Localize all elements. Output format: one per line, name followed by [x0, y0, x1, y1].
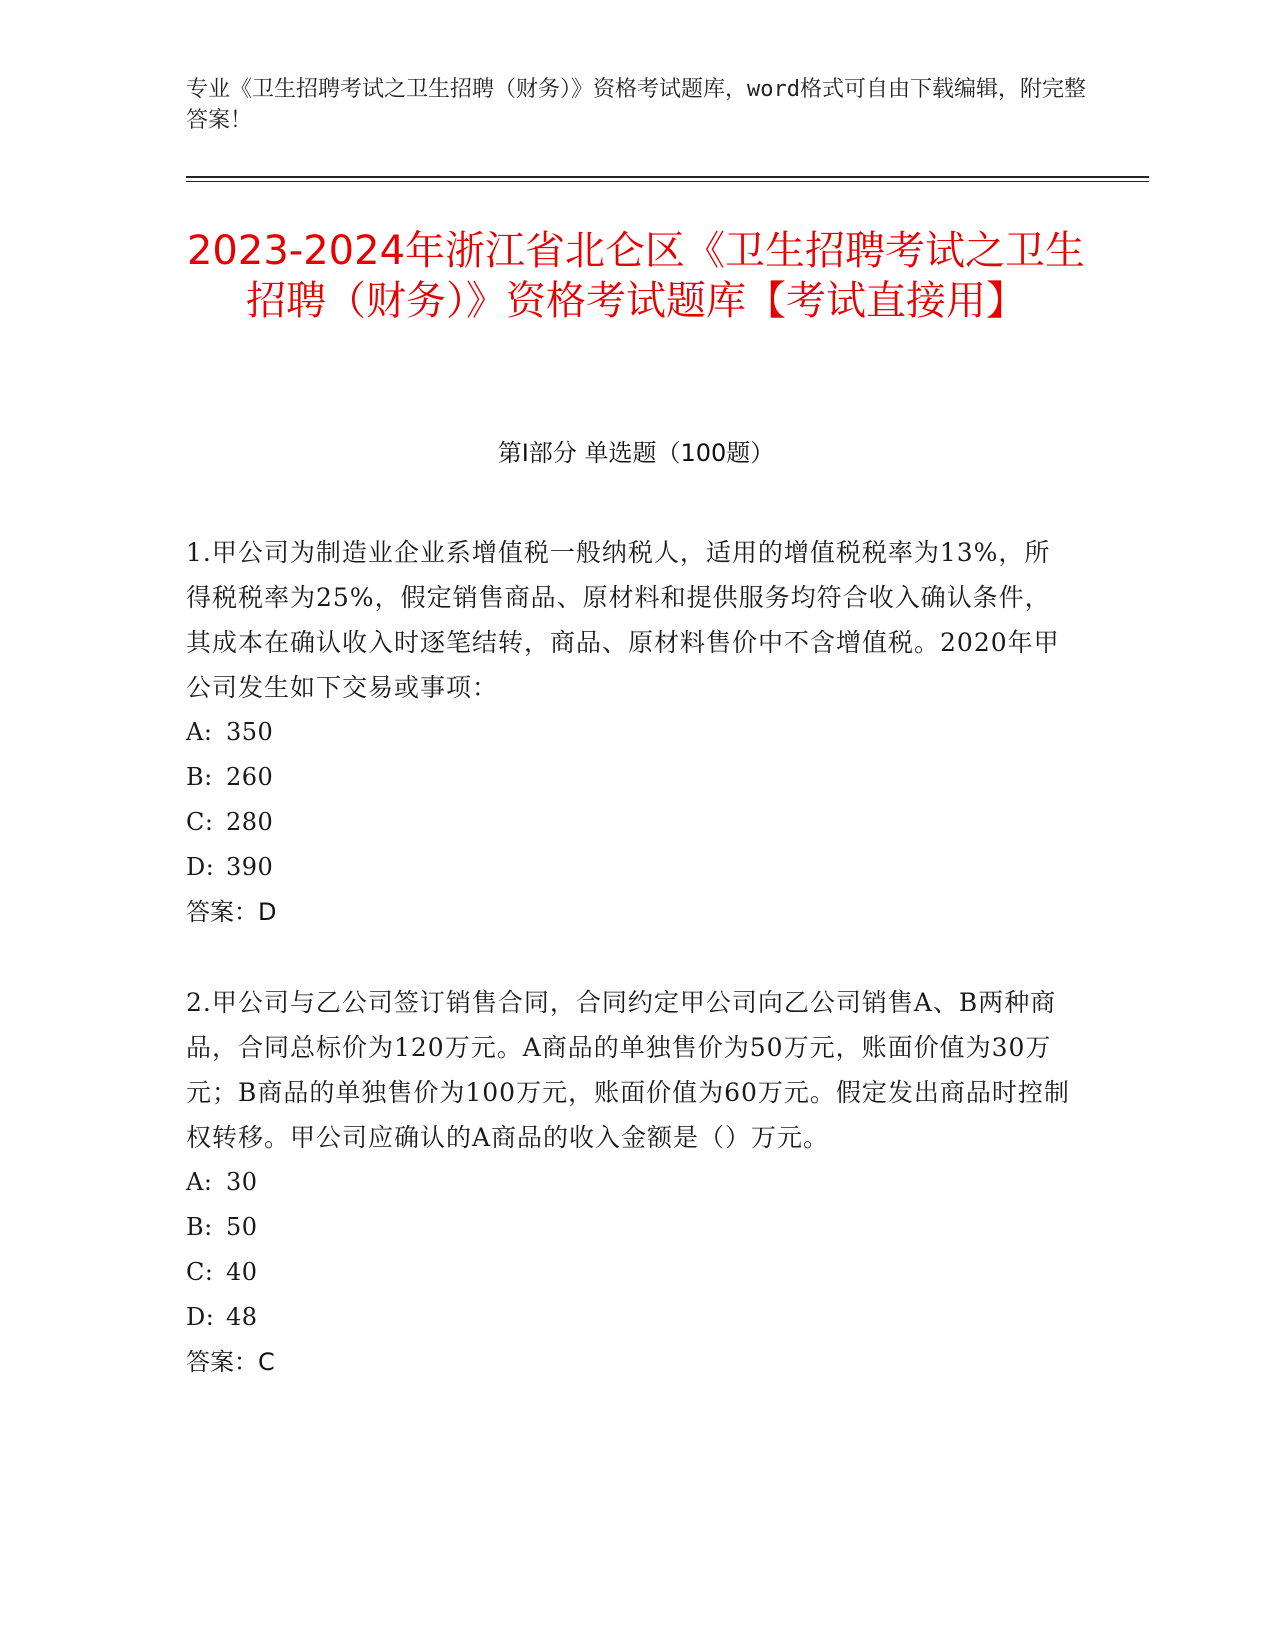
- option-text: 350: [226, 718, 274, 746]
- document-title: 2023-2024年浙江省北仑区《卫生招聘考试之卫生招聘（财务）》资格考试题库【考试直接用】: [186, 228, 1086, 324]
- option-text: 280: [226, 808, 274, 836]
- option-text: 390: [226, 853, 274, 881]
- option-label: C:: [186, 1258, 214, 1286]
- question-1: [186, 530, 1076, 935]
- option-label: D:: [186, 853, 215, 881]
- answer: 答案：C: [186, 1348, 275, 1376]
- answer: 答案：D: [186, 898, 277, 926]
- option-c: [186, 1250, 1076, 1295]
- option-label: B:: [186, 763, 213, 791]
- option-text: 40: [226, 1258, 258, 1286]
- option-b: [186, 755, 1076, 800]
- question-stem: 2.甲公司与乙公司签订销售合同，合同约定甲公司向乙公司销售A、B两种商品，合同总标价为120万元。A商品的单独售价为50万元，账面价值为30万元；B商品的单独售价为100万元，账面价值为60万元。假定发出商品时控制权转移。甲公司应确认的A商品的收入金额是（）万元。: [186, 988, 1070, 1152]
- option-a: [186, 1160, 1076, 1205]
- option-text: 30: [226, 1168, 258, 1196]
- option-text: 50: [226, 1213, 258, 1241]
- header-note: 专业《卫生招聘考试之卫生招聘（财务）》资格考试题库，word格式可自由下载编辑，附完整答案！: [186, 77, 1086, 133]
- option-label: A:: [186, 718, 213, 746]
- option-c: [186, 800, 1076, 845]
- option-b: [186, 1205, 1076, 1250]
- option-label: C:: [186, 808, 214, 836]
- option-d: [186, 1295, 1076, 1340]
- section-title: 第Ⅰ部分 单选题（100题）: [497, 439, 775, 467]
- header-divider: [186, 176, 1149, 178]
- option-d: [186, 845, 1076, 890]
- option-text: 260: [226, 763, 274, 791]
- question-stem: 1.甲公司为制造业企业系增值税一般纳税人，适用的增值税税率为13%，所得税税率为25%，假定销售商品、原材料和提供服务均符合收入确认条件，其成本在确认收入时逐笔结转，商品、原材料售价中不含增值税。2020年甲公司发生如下交易或事项：: [186, 538, 1060, 702]
- option-a: [186, 710, 1076, 755]
- option-label: D:: [186, 1303, 215, 1331]
- header-divider-thin: [186, 181, 1149, 182]
- option-label: A:: [186, 1168, 213, 1196]
- question-2: [186, 980, 1076, 1385]
- option-text: 48: [226, 1303, 258, 1331]
- option-label: B:: [186, 1213, 213, 1241]
